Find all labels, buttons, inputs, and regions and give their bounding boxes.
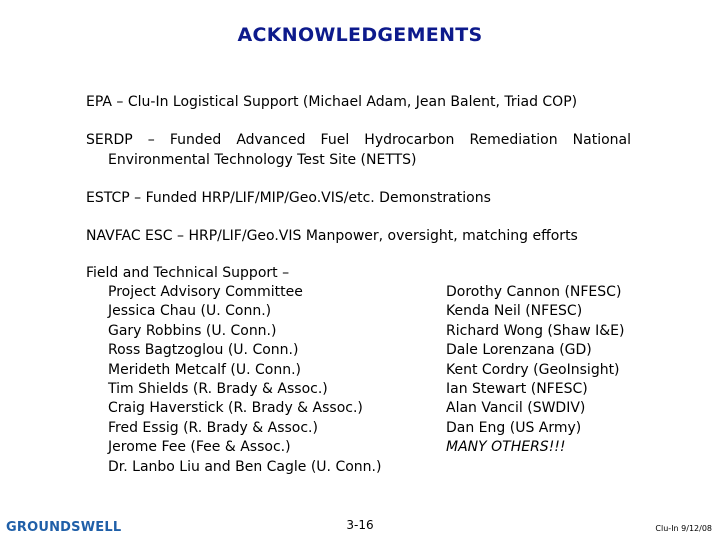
ack-epa: EPA – Clu-In Logistical Support (Michael Adam, Jean Balent, Triad COP) [86, 94, 578, 110]
ack-serdp [86, 130, 631, 170]
list-item: Richard Wong (Shaw I&E) [446, 322, 625, 339]
list-item-many-others: MANY OTHERS!!! [446, 439, 566, 456]
support-list-right [446, 283, 624, 458]
list-item: Fred Essig (R. Brady & Assoc.) [108, 419, 318, 436]
ack-navfac: NAVFAC ESC – HRP/LIF/Geo.VIS Manpower, oversight, matching efforts [86, 228, 578, 244]
list-item: Ian Stewart (NFESC) [446, 381, 588, 398]
ack-estcp: ESTCP – Funded HRP/LIF/MIP/Geo.VIS/etc. Demonstrations [86, 190, 491, 206]
support-list-left [108, 283, 381, 477]
list-item: Dr. Lanbo Liu and Ben Cagle (U. Conn.) [108, 458, 382, 475]
list-item: Dale Lorenzana (GD) [446, 342, 592, 359]
list-item: Project Advisory Committee [108, 284, 303, 300]
field-support-heading: Field and Technical Support – [86, 265, 290, 281]
list-item: Craig Haverstick (R. Brady & Assoc.) [108, 400, 363, 417]
ack-serdp-line2: Environmental Technology Test Site (NETTS) [108, 152, 417, 168]
list-item: Jerome Fee (Fee & Assoc.) [108, 439, 291, 456]
ack-serdp-line1: SERDP – Funded Advanced Fuel Hydrocarbon Remediation National [86, 132, 631, 148]
list-item: Ross Bagtzoglou (U. Conn.) [108, 342, 299, 359]
list-item: Kent Cordry (GeoInsight) [446, 361, 620, 378]
groundswell-logo: GROUNDSWELL [6, 520, 122, 535]
page-title: ACKNOWLEDGEMENTS [237, 24, 483, 46]
list-item: Merideth Metcalf (U. Conn.) [108, 361, 301, 378]
list-item: Dorothy Cannon (NFESC) [446, 284, 622, 300]
list-item: Tim Shields (R. Brady & Assoc.) [108, 381, 328, 398]
list-item: Gary Robbins (U. Conn.) [108, 322, 277, 339]
footer-date: Clu-In 9/12/08 [655, 524, 712, 533]
list-item: Jessica Chau (U. Conn.) [108, 303, 272, 320]
list-item: Dan Eng (US Army) [446, 419, 582, 436]
list-item: Alan Vancil (SWDIV) [446, 400, 586, 417]
page-number: 3-16 [346, 518, 374, 532]
list-item: Kenda Neil (NFESC) [446, 303, 583, 320]
